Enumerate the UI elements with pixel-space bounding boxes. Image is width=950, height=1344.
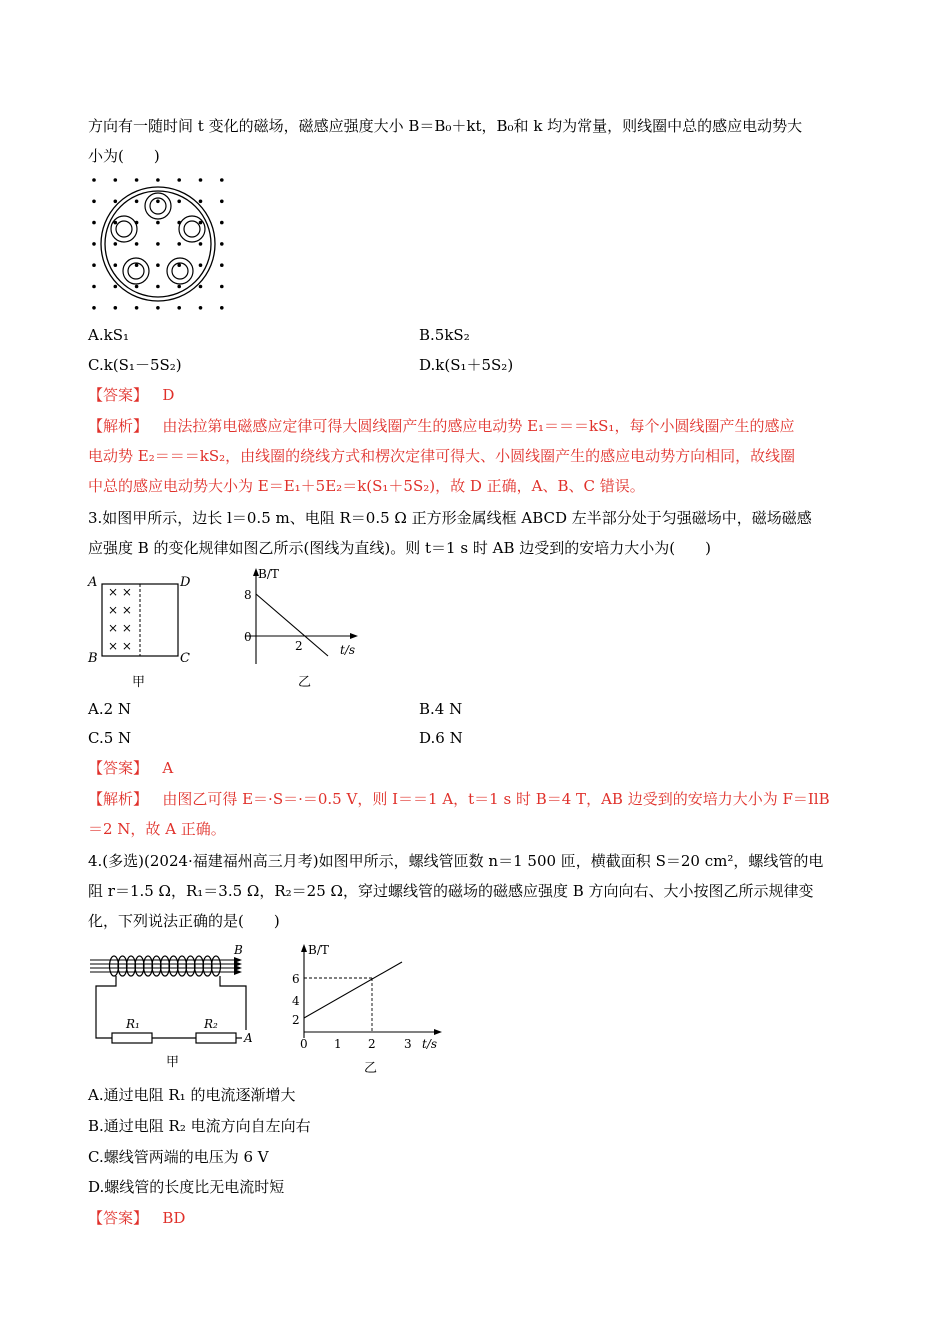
analysis-label: 【解析】 — [88, 790, 149, 808]
field-dot — [199, 285, 203, 289]
field-dot — [220, 263, 224, 267]
field-dot — [92, 200, 96, 204]
coil-turn — [212, 956, 221, 976]
q3-stem-line1: 3.如图甲所示，边长 l＝0.5 m、电阻 R＝0.5 Ω 正方形金属线框 ABCD 左半部分处于匀强磁场中，磁场磁感 — [88, 509, 812, 527]
svg-text:2: 2 — [292, 1013, 300, 1027]
field-dot — [114, 200, 118, 204]
coil-turn — [169, 956, 178, 976]
label-r1: R₁ — [126, 1017, 140, 1031]
svg-text:× ×: × × — [108, 639, 132, 653]
field-dot — [199, 178, 203, 182]
coil-turn — [118, 956, 127, 976]
field-dot — [199, 200, 203, 204]
caption-jia: 甲 — [166, 1055, 180, 1070]
x-axis-label: t/s — [422, 1037, 438, 1051]
q3-frame-figure — [86, 570, 198, 692]
q3-option-c: C.5 N — [88, 729, 132, 747]
q3-analysis-line1: 【解析】 由图乙可得 E＝·S＝·＝0.5 V，则 I＝＝1 A，t＝1 s 时 B＝4 T，AB 边受到的安培力大小为 F＝IlB — [88, 790, 830, 808]
q2-analysis-line2: 电动势 E₂＝＝＝kS₂，由线圈的绕线方式和楞次定律可得大、小圆线圈产生的感应电动势方向相同，故线圈 — [88, 447, 796, 465]
field-dot — [92, 285, 96, 289]
q3-stem-line2: 应强度 B 的变化规律如图乙所示(图线为直线)。则 t＝1 s 时 AB 边受到的安培力大小为( ) — [88, 539, 711, 557]
answer-label: 【答案】 — [88, 386, 149, 404]
field-dot — [114, 263, 118, 267]
q3-answer-row — [88, 758, 864, 778]
q3-option-b: B.4 N — [419, 700, 463, 718]
q3-analysis-line2: ＝2 N，故 A 正确。 — [88, 820, 226, 838]
q4-answer-row — [88, 1208, 864, 1228]
label-b: B — [88, 651, 98, 666]
q2-option-d: D.k(S₁＋5S₂) — [419, 356, 514, 374]
coil-turn — [195, 956, 204, 976]
field-dot — [220, 200, 224, 204]
coil-turn — [144, 956, 153, 976]
q4-stem-line2: 阻 r＝1.5 Ω，R₁＝3.5 Ω，R₂＝25 Ω，穿过螺线管的磁场的磁感应强度 B 方向向右、大小按图乙所示规律变 — [88, 882, 814, 900]
y-axis-label: B/T — [308, 943, 329, 957]
field-dot — [114, 178, 118, 182]
caption-jia: 甲 — [132, 675, 146, 690]
field-dot — [199, 263, 203, 267]
field-dot — [135, 178, 139, 182]
q2-option-b: B.5kS₂ — [419, 326, 470, 344]
label-a: A — [244, 1031, 253, 1045]
field-dot — [199, 306, 203, 310]
label-d: D — [180, 575, 191, 590]
coil-turn — [203, 956, 212, 976]
field-dot — [156, 263, 160, 267]
q3-option-d: D.6 N — [419, 729, 463, 747]
x-axis-label: t/s — [340, 643, 356, 657]
field-dot — [220, 178, 224, 182]
field-dot — [156, 306, 160, 310]
field-dot — [156, 285, 160, 289]
field-dot — [177, 306, 181, 310]
q2-analysis-line1: 【解析】 由法拉第电磁感应定律可得大圆线圈产生的感应电动势 E₁＝＝＝kS₁，每个小圆线圈产生的感应 — [88, 417, 795, 435]
answer-label: 【答案】 — [88, 1209, 149, 1227]
q2-analysis-line3: 中总的感应电动势大小为 E＝E₁＋5E₂＝k(S₁＋5S₂)，故 D 正确，A、B、C 错误。 — [88, 477, 645, 495]
coil-turn — [161, 956, 170, 976]
field-dot — [92, 306, 96, 310]
label-c: C — [180, 651, 190, 666]
field-dot — [199, 242, 203, 246]
field-dot — [135, 200, 139, 204]
coil-turn — [110, 956, 119, 976]
field-dot — [114, 306, 118, 310]
field-dot — [156, 200, 160, 204]
svg-text:× ×: × × — [108, 621, 132, 635]
answer-value: A — [162, 759, 174, 777]
field-dot — [135, 306, 139, 310]
field-dot — [177, 200, 181, 204]
q2-option-c: C.k(S₁－5S₂) — [88, 356, 182, 374]
b-t-line — [304, 962, 402, 1018]
svg-text:1: 1 — [334, 1037, 342, 1051]
coil-turn — [178, 956, 187, 976]
q3-graph-figure — [236, 564, 366, 694]
field-dot — [114, 242, 118, 246]
q4-option-c: C.螺线管两端的电压为 6 V — [88, 1148, 269, 1166]
field-dot — [92, 263, 96, 267]
q4-circuit-figure — [86, 940, 266, 1076]
field-dot — [177, 242, 181, 246]
coil-turn — [135, 956, 144, 976]
caption-yi: 乙 — [364, 1061, 378, 1076]
b-t-line — [256, 594, 328, 656]
q2-coil-figure — [88, 174, 228, 314]
q2-stem-line2: 小为( ) — [88, 147, 160, 165]
coil-turn — [152, 956, 161, 976]
label-r2: R₂ — [204, 1017, 218, 1031]
field-dot — [114, 285, 118, 289]
field-dot — [135, 242, 139, 246]
q4-stem-line1: 4.(多选)(2024·福建福州高三月考)如图甲所示，螺线管匝数 n＝1 500 匝，横截面积 S＝20 cm²，螺线管的电 — [88, 852, 824, 870]
field-dot — [156, 221, 160, 225]
q2-stem-line1: 方向有一随时间 t 变化的磁场，磁感应强度大小 B＝B₀＋kt，B₀和 k 均为常量，则线圈中总的感应电动势大 — [88, 117, 803, 135]
q4-graph-figure — [282, 938, 450, 1076]
q2-option-a: A.kS₁ — [88, 326, 129, 344]
field-dot — [177, 178, 181, 182]
field-dot — [135, 263, 139, 267]
q4-option-a: A.通过电阻 R₁ 的电流逐渐增大 — [88, 1086, 296, 1104]
q2-answer-row — [88, 385, 864, 405]
field-dot — [156, 242, 160, 246]
svg-text:0: 0 — [244, 630, 252, 644]
field-dot — [220, 221, 224, 225]
coil-turn — [186, 956, 195, 976]
q4-option-d: D.螺线管的长度比无电流时短 — [88, 1178, 285, 1196]
field-dot — [220, 242, 224, 246]
svg-text:4: 4 — [292, 994, 300, 1008]
q3-option-a: A.2 N — [88, 700, 132, 718]
label-a: A — [88, 575, 98, 590]
answer-value: BD — [162, 1209, 186, 1227]
coil-turn — [127, 956, 136, 976]
field-dot — [177, 285, 181, 289]
field-dot — [177, 263, 181, 267]
svg-text:6: 6 — [292, 972, 300, 986]
field-dot — [92, 242, 96, 246]
svg-text:× ×: × × — [108, 603, 132, 617]
field-dot — [92, 178, 96, 182]
y-axis-label: B/T — [258, 567, 279, 581]
field-dot — [220, 306, 224, 310]
answer-label: 【答案】 — [88, 759, 149, 777]
caption-yi: 乙 — [298, 675, 312, 690]
label-b: B — [234, 943, 243, 957]
q4-option-b: B.通过电阻 R₂ 电流方向自左向右 — [88, 1117, 311, 1135]
field-dot — [220, 285, 224, 289]
field-dot — [156, 178, 160, 182]
svg-text:× ×: × × — [108, 585, 132, 599]
analysis-label: 【解析】 — [88, 417, 149, 435]
svg-text:2: 2 — [295, 639, 303, 653]
answer-value: D — [162, 386, 175, 404]
svg-text:8: 8 — [244, 588, 252, 602]
q4-stem-line3: 化，下列说法正确的是( ) — [88, 912, 280, 930]
field-dot — [135, 285, 139, 289]
svg-text:2: 2 — [368, 1037, 376, 1051]
svg-text:0: 0 — [300, 1037, 308, 1051]
field-dot — [92, 221, 96, 225]
svg-text:3: 3 — [404, 1037, 412, 1051]
